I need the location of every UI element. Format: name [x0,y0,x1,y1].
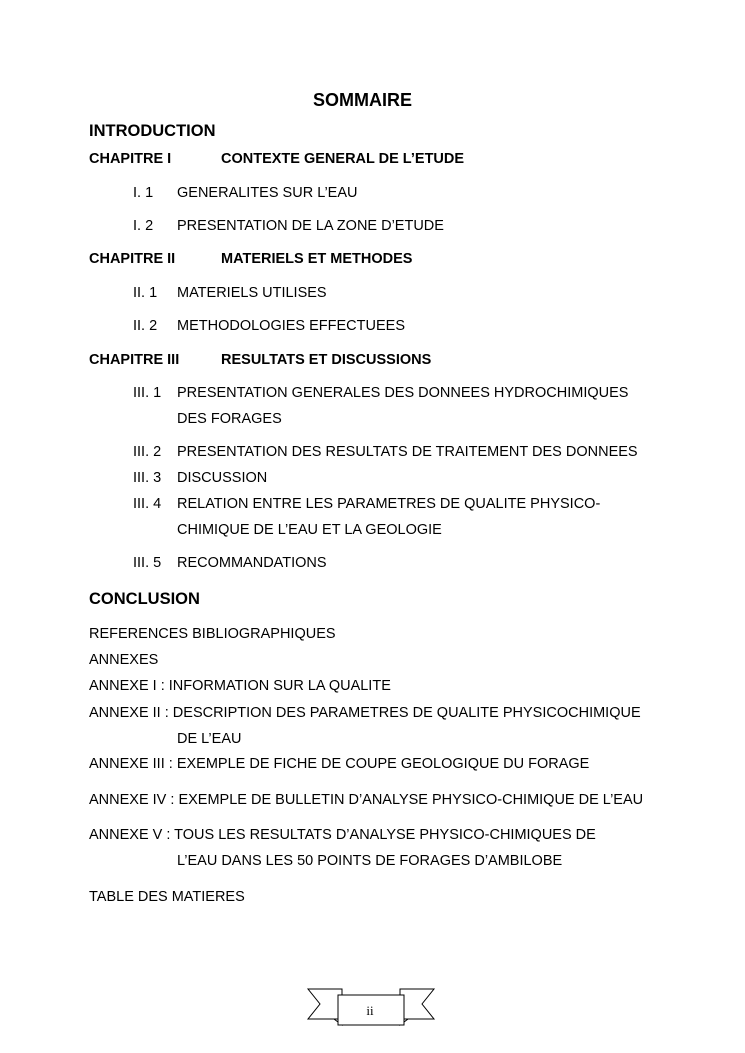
section-title: METHODOLOGIES EFFECTUEES [177,318,405,334]
section-title: DISCUSSION [177,470,268,486]
section-title: MATERIELS UTILISES [177,285,327,301]
section-number: III. 3 [133,470,162,486]
section-number: III. 1 [133,385,162,401]
toc-introduction: INTRODUCTION [89,122,216,140]
section-number: III. 5 [133,555,162,571]
section-number: I. 1 [133,185,154,201]
chapter-2-title: MATERIELS ET METHODES [221,251,413,267]
section-title: PRESENTATION DES RESULTATS DE TRAITEMENT DES DONNEES [177,444,638,460]
chapter-1-label: CHAPITRE I [89,151,172,167]
annex-entry: ANNEXE V : TOUS LES RESULTATS D’ANALYSE PHYSICO-CHIMIQUES DE [89,827,596,843]
section-title: RECOMMANDATIONS [177,555,327,571]
chapter-1-title: CONTEXTE GENERAL DE L’ETUDE [221,151,465,167]
annex-entry-continued: L’EAU DANS LES 50 POINTS DE FORAGES D’AMBILOBE [177,853,563,869]
section-number: I. 2 [133,218,154,234]
annex-entry-continued: DE L’EAU [177,731,242,747]
section-title: RELATION ENTRE LES PARAMETRES DE QUALITE PHYSICO- [177,496,601,512]
chapter-3-label: CHAPITRE III [89,352,180,368]
annex-entry: ANNEXE III : EXEMPLE DE FICHE DE COUPE GEOLOGIQUE DU FORAGE [89,756,590,772]
annex-entry: ANNEXE I : INFORMATION SUR LA QUALITE [89,678,391,694]
section-number: III. 2 [133,444,162,460]
section-number: II. 2 [133,318,158,334]
chapter-2-label: CHAPITRE II [89,251,176,267]
section-title: PRESENTATION GENERALES DES DONNEES HYDROCHIMIQUES [177,385,629,401]
toc-table-des-matieres: TABLE DES MATIERES [89,889,245,905]
section-title: GENERALITES SUR L’EAU [177,185,358,201]
toc-conclusion: CONCLUSION [89,590,200,608]
toc-annexes-heading: ANNEXES [89,652,159,668]
page-number: ii [366,1003,374,1018]
toc-references: REFERENCES BIBLIOGRAPHIQUES [89,626,336,642]
section-title-continued: CHIMIQUE DE L’EAU ET LA GEOLOGIE [177,522,442,538]
section-title: PRESENTATION DE LA ZONE D’ETUDE [177,218,444,234]
section-number: III. 4 [133,496,162,512]
section-title-continued: DES FORAGES [177,411,282,427]
annex-entry: ANNEXE II : DESCRIPTION DES PARAMETRES DE QUALITE PHYSICOCHIMIQUE [89,705,641,721]
section-number: II. 1 [133,285,158,301]
document-title: SOMMAIRE [313,90,412,110]
chapter-3-title: RESULTATS ET DISCUSSIONS [221,352,432,368]
annex-entry: ANNEXE IV : EXEMPLE DE BULLETIN D’ANALYSE PHYSICO-CHIMIQUE DE L’EAU [89,792,644,808]
